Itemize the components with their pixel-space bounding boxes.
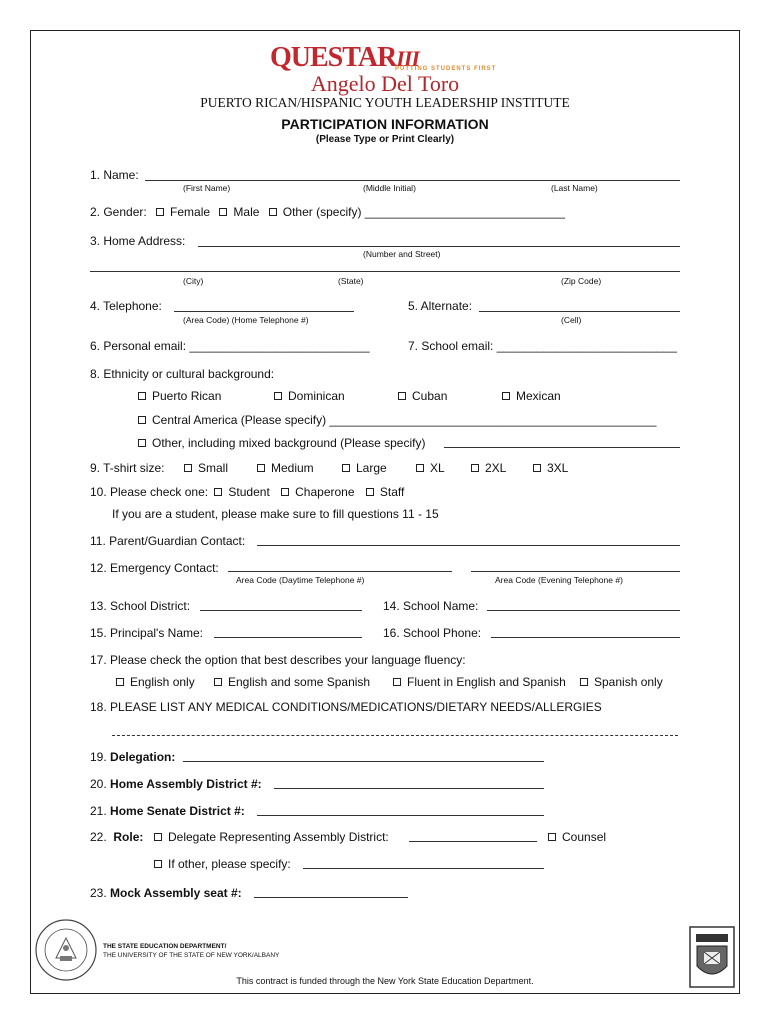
checkbox-icon[interactable]: [219, 208, 227, 216]
role-check-row: [90, 485, 404, 499]
logo-numeral: III: [396, 46, 419, 71]
checkbox-icon[interactable]: [154, 833, 162, 841]
tshirt-label: 9. T-shirt size:: [90, 461, 165, 475]
option-label: Medium: [271, 461, 314, 475]
role-row: [90, 830, 143, 844]
senate-district-row: [90, 804, 245, 818]
mock-seat-field[interactable]: [254, 897, 408, 898]
delegation-label: Delegation:: [110, 750, 176, 764]
school-district-field[interactable]: [200, 610, 362, 611]
tshirt-2xl[interactable]: [471, 461, 506, 475]
personal-email-field[interactable]: 6. Personal email: ___________________________: [90, 339, 370, 353]
medical-field[interactable]: [112, 735, 678, 736]
gender-row: [90, 205, 565, 219]
last-name-hint: (Last Name): [551, 183, 598, 193]
option-label: Student: [228, 485, 270, 499]
telephone-label: 4. Telephone:: [90, 299, 162, 313]
street-field[interactable]: [198, 246, 680, 247]
checkbox-icon[interactable]: [138, 416, 146, 424]
option-label: Dominican: [288, 389, 345, 403]
ethnicity-label: 8. Ethnicity or cultural background:: [90, 367, 275, 381]
role-delegate[interactable]: [154, 830, 389, 844]
assembly-district-label: Home Assembly District #:: [110, 777, 262, 791]
question-number: 23.: [90, 886, 107, 900]
alternate-label: 5. Alternate:: [408, 299, 473, 313]
medical-label: 18. PLEASE LIST ANY MEDICAL CONDITIONS/MEDICATIONS/DIETARY NEEDS/ALLERGIES: [90, 700, 602, 714]
dept-line-1: THE STATE EDUCATION DEPARTMENT/: [103, 943, 227, 950]
checkbox-icon[interactable]: [533, 464, 541, 472]
city-state-zip-field[interactable]: [90, 271, 680, 272]
checkbox-icon[interactable]: [214, 488, 222, 496]
role-counsel[interactable]: [548, 830, 606, 844]
checkbox-icon[interactable]: [257, 464, 265, 472]
ethnicity-other[interactable]: [138, 436, 425, 450]
option-label: Mexican: [516, 389, 561, 403]
fluency-fluent-both[interactable]: [393, 675, 566, 689]
senate-district-label: Home Senate District #:: [110, 804, 245, 818]
option-label: Counsel: [562, 830, 607, 844]
ethnicity-other-field[interactable]: [444, 447, 680, 448]
checkbox-icon[interactable]: [416, 464, 424, 472]
crest-icon: [689, 926, 735, 988]
checkbox-icon[interactable]: [502, 392, 510, 400]
assembly-district-field[interactable]: [274, 788, 544, 789]
nysed-seal: [34, 918, 98, 982]
fluency-english-only[interactable]: [116, 675, 195, 689]
role-chaperone[interactable]: [281, 485, 354, 499]
logo-wordmark: QUESTAR: [270, 42, 397, 73]
option-label: Other (specify) ______________________________: [282, 205, 565, 219]
checkbox-icon[interactable]: [471, 464, 479, 472]
delegate-district-field[interactable]: [409, 841, 537, 842]
gender-label: 2. Gender:: [90, 205, 147, 219]
page-title: PARTICIPATION INFORMATION: [281, 116, 489, 132]
checkbox-icon[interactable]: [138, 392, 146, 400]
street-hint: (Number and Street): [363, 249, 441, 259]
option-label: Fluent in English and Spanish: [407, 675, 566, 689]
option-label: Cuban: [412, 389, 448, 403]
role-other-field[interactable]: [303, 868, 544, 869]
checkbox-icon[interactable]: [274, 392, 282, 400]
checkbox-icon[interactable]: [366, 488, 374, 496]
ethnicity-central-america[interactable]: [138, 413, 656, 427]
city-hint: (City): [183, 276, 204, 286]
zip-hint: (Zip Code): [561, 276, 602, 286]
option-label: XL: [430, 461, 445, 475]
gender-male[interactable]: [219, 205, 259, 219]
tshirt-small[interactable]: [184, 461, 228, 475]
tshirt-3xl[interactable]: [533, 461, 568, 475]
question-number: 21.: [90, 804, 107, 818]
tshirt-medium[interactable]: [257, 461, 314, 475]
parent-contact-field[interactable]: [257, 545, 680, 546]
mock-seat-label: Mock Assembly seat #:: [110, 886, 242, 900]
role-staff[interactable]: [366, 485, 404, 499]
ethnicity-dominican[interactable]: [274, 389, 345, 403]
option-label: Chaperone: [295, 485, 355, 499]
instruction: (Please Type or Print Clearly): [315, 134, 455, 145]
parent-contact-label: 11. Parent/Guardian Contact:: [90, 534, 246, 548]
dept-line-2: THE UNIVERSITY OF THE STATE OF NEW YORK/ALBANY: [103, 952, 280, 959]
emergency-contact-label: 12. Emergency Contact:: [90, 561, 219, 575]
option-label: Delegate Representing Assembly District:: [168, 830, 389, 844]
name-label: 1. Name:: [90, 168, 139, 182]
option-label: 2XL: [485, 461, 507, 475]
checkbox-icon[interactable]: [548, 833, 556, 841]
option-label: Central America (Please specify) _________________________________________________: [152, 413, 657, 427]
logo-tagline: PUTTING STUDENTS FIRST: [395, 66, 497, 72]
delegation-field[interactable]: [183, 761, 544, 762]
principal-field[interactable]: [214, 637, 362, 638]
tshirt-xl[interactable]: [416, 461, 445, 475]
emergency-evening-field[interactable]: [471, 571, 680, 572]
evening-hint: Area Code (Evening Telephone #): [495, 575, 623, 585]
role-label: Role:: [113, 830, 144, 844]
seal-icon: [34, 918, 98, 982]
daytime-hint: Area Code (Daytime Telephone #): [236, 575, 365, 585]
checkbox-icon[interactable]: [342, 464, 350, 472]
mock-seat-row: [90, 886, 242, 900]
name-field[interactable]: [145, 180, 680, 181]
principal-label: 15. Principal's Name:: [90, 626, 204, 640]
institute-name: PUERTO RICAN/HISPANIC YOUTH LEADERSHIP INSTITUTE: [200, 95, 570, 110]
gender-other[interactable]: [269, 205, 565, 219]
fluency-label: 17. Please check the option that best describes your language fluency:: [90, 653, 466, 667]
checkbox-icon[interactable]: [138, 439, 146, 447]
question-number: 20.: [90, 777, 107, 791]
telephone-field[interactable]: [174, 311, 354, 312]
funding-note: This contract is funded through the New York State Education Department.: [236, 976, 534, 986]
option-label: Male: [233, 205, 260, 219]
telephone-hint: (Area Code) (Home Telephone #): [183, 315, 309, 325]
checkbox-icon[interactable]: [156, 208, 164, 216]
school-email-field[interactable]: 7. School email: ___________________________: [408, 339, 677, 353]
option-label: Other, including mixed background (Please specify): [152, 436, 426, 450]
checkbox-icon[interactable]: [393, 678, 401, 686]
checkbox-icon[interactable]: [214, 678, 222, 686]
option-label: 3XL: [547, 461, 569, 475]
checkbox-icon[interactable]: [580, 678, 588, 686]
checkbox-icon[interactable]: [116, 678, 124, 686]
role-student[interactable]: [214, 485, 269, 499]
school-phone-label: 16. School Phone:: [383, 626, 482, 640]
senate-district-field[interactable]: [257, 815, 544, 816]
option-label: Female: [170, 205, 211, 219]
crest-logo: [689, 926, 735, 988]
role-check-label: 10. Please check one:: [90, 485, 209, 499]
checkbox-icon[interactable]: [154, 860, 162, 868]
ethnicity-puerto-rican[interactable]: [138, 389, 221, 403]
option-label: Staff: [379, 485, 405, 499]
checkbox-icon[interactable]: [398, 392, 406, 400]
home-address-label: 3. Home Address:: [90, 234, 186, 248]
tshirt-large[interactable]: [342, 461, 387, 475]
emergency-day-field[interactable]: [228, 571, 452, 572]
question-number: 22.: [90, 830, 107, 844]
cell-hint: (Cell): [561, 315, 582, 325]
role-other[interactable]: [154, 857, 291, 871]
state-hint: (State): [338, 276, 364, 286]
student-note: If you are a student, please make sure to fill questions 11 - 15: [112, 507, 439, 521]
middle-initial-hint: (Middle Initial): [363, 183, 416, 193]
first-name-hint: (First Name): [183, 183, 231, 193]
checkbox-icon[interactable]: [184, 464, 192, 472]
fluency-english-some-spanish[interactable]: [214, 675, 370, 689]
ethnicity-cuban[interactable]: [398, 389, 447, 403]
school-name-field[interactable]: [487, 610, 680, 611]
option-label: If other, please specify:: [168, 857, 291, 871]
option-label: Puerto Rican: [152, 389, 222, 403]
checkbox-icon[interactable]: [281, 488, 289, 496]
question-number: 19.: [90, 750, 107, 764]
school-name-label: 14. School Name:: [383, 599, 479, 613]
option-label: Large: [356, 461, 387, 475]
option-label: English only: [130, 675, 195, 689]
school-district-label: 13. School District:: [90, 599, 191, 613]
ethnicity-mexican[interactable]: [502, 389, 561, 403]
program-name: Angelo Del Toro: [310, 71, 460, 96]
fluency-spanish-only[interactable]: [580, 675, 663, 689]
delegation-row: [90, 750, 175, 764]
gender-female[interactable]: [156, 205, 210, 219]
assembly-district-row: [90, 777, 262, 791]
checkbox-icon[interactable]: [269, 208, 277, 216]
school-phone-field[interactable]: [491, 637, 680, 638]
option-label: English and some Spanish: [228, 675, 371, 689]
alternate-field[interactable]: [479, 311, 680, 312]
option-label: Spanish only: [594, 675, 663, 689]
option-label: Small: [198, 461, 229, 475]
